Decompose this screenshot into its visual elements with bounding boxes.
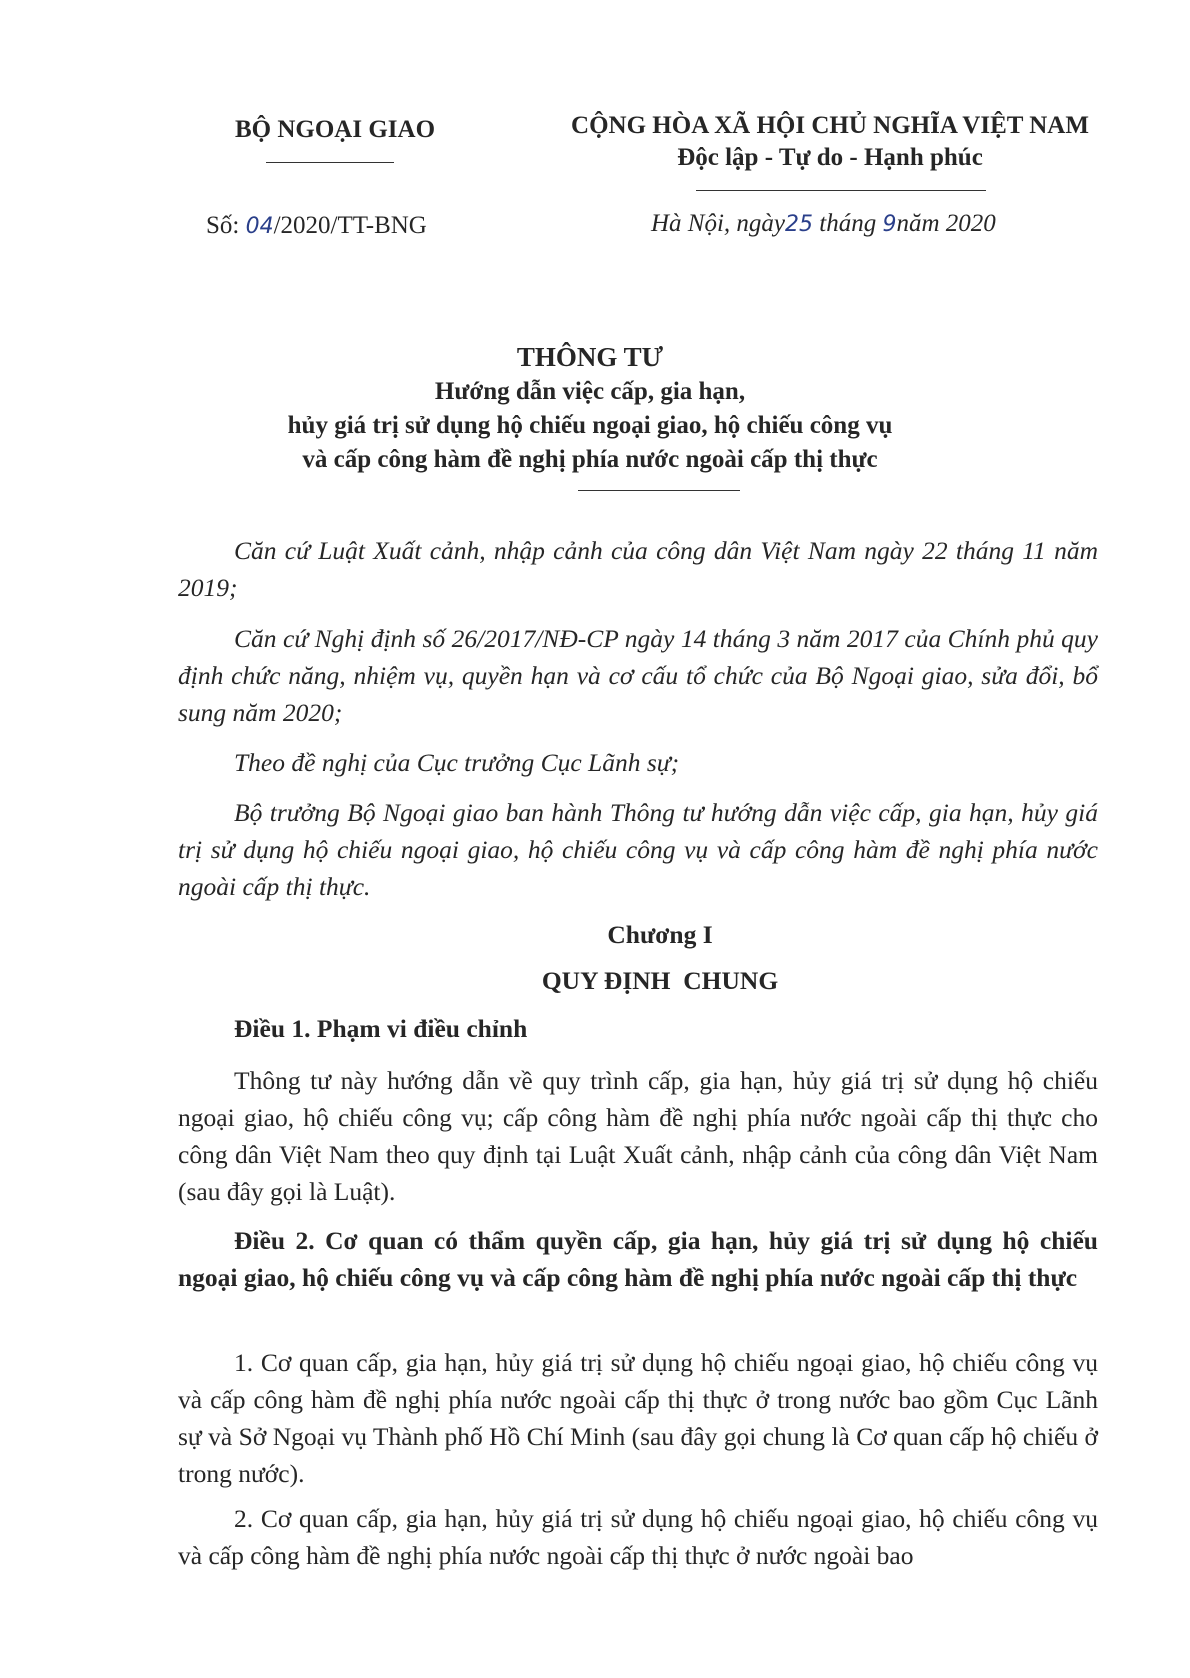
preamble-law: Căn cứ Luật Xuất cảnh, nhập cảnh của công dân Việt Nam ngày 22 tháng 11 năm 2019; xyxy=(178,536,1098,602)
date-day-handwritten: 25 xyxy=(785,212,814,237)
document-number xyxy=(206,212,427,240)
article-1-heading: Điều 1. Phạm vi điều chỉnh xyxy=(234,1014,528,1043)
article-2-heading: Điều 2. Cơ quan có thẩm quyền cấp, gia hạn, hủy giá trị sử dụng hộ chiếu ngoại giao, hộ chiếu công vụ và cấp công hàm đề nghị phía nước ngoài cấp thị thực xyxy=(178,1226,1098,1292)
date-month-label: tháng xyxy=(819,210,877,237)
date-year: năm 2020 xyxy=(896,210,996,237)
title-underline xyxy=(578,490,740,491)
title-line-2: hủy giá trị sử dụng hộ chiếu ngoại giao, hộ chiếu công vụ xyxy=(287,412,893,439)
title-line-3: và cấp công hàm đề nghị phía nước ngoài cấp thị thực xyxy=(302,446,878,473)
number-handwritten: 04 xyxy=(245,214,274,239)
preamble-issuance: Bộ trưởng Bộ Ngoại giao ban hành Thông tư hướng dẫn việc cấp, gia hạn, hủy giá trị sử dụng hộ chiếu ngoại giao, hộ chiếu công vụ và cấp công hàm đề nghị phía nước ngoài cấp thị thực. xyxy=(178,798,1098,901)
ministry-name: BỘ NGOẠI GIAO xyxy=(234,116,436,143)
date-month-handwritten: 9 xyxy=(882,212,897,237)
ministry-underline xyxy=(266,162,394,163)
document-type: THÔNG TƯ xyxy=(516,342,664,372)
chapter-number: Chương I xyxy=(607,920,713,949)
motto-underline xyxy=(696,190,986,191)
article-1-text: Thông tư này hướng dẫn về quy trình cấp, gia hạn, hủy giá trị sử dụng hộ chiếu ngoại giao, hộ chiếu công vụ; cấp công hàm đề nghị phía nước ngoài cấp thị thực cho công dân Việt Nam theo quy định tại Luật Xuất cảnh, nhập cảnh của công dân Việt Nam (sau đây gọi là Luật). xyxy=(178,1066,1098,1206)
number-suffix: /2020/TT-BNG xyxy=(273,212,427,239)
article-2-item-1: 1. Cơ quan cấp, gia hạn, hủy giá trị sử dụng hộ chiếu ngoại giao, hộ chiếu công vụ và cấp công hàm đề nghị phía nước ngoài cấp thị thực ở trong nước bao gồm Cục Lãnh sự và Sở Ngoại vụ Thành phố Hồ Chí Minh (sau đây gọi chung là Cơ quan cấp hộ chiếu ở trong nước). xyxy=(178,1348,1098,1488)
issue-date xyxy=(651,210,996,238)
date-prefix: Hà Nội, ngày xyxy=(651,210,786,237)
national-motto: Độc lập - Tự do - Hạnh phúc xyxy=(677,144,983,171)
chapter-name: QUY ĐỊNH CHUNG xyxy=(541,966,779,995)
article-2-item-2: 2. Cơ quan cấp, gia hạn, hủy giá trị sử dụng hộ chiếu ngoại giao, hộ chiếu công vụ và cấp công hàm đề nghị phía nước ngoài cấp thị thực ở nước ngoài bao xyxy=(178,1504,1098,1570)
republic-name: CỘNG HÒA XÃ HỘI CHỦ NGHĨA VIỆT NAM xyxy=(571,112,1089,139)
title-line-1: Hướng dẫn việc cấp, gia hạn, xyxy=(434,378,746,405)
preamble-proposal: Theo đề nghị của Cục trưởng Cục Lãnh sự; xyxy=(234,748,680,777)
number-prefix: Số: xyxy=(206,212,246,239)
preamble-decree: Căn cứ Nghị định số 26/2017/NĐ-CP ngày 14 tháng 3 năm 2017 của Chính phủ quy định chức năng, nhiệm vụ, quyền hạn và cơ cấu tổ chức của Bộ Ngoại giao, sửa đổi, bổ sung năm 2020; xyxy=(178,624,1098,727)
